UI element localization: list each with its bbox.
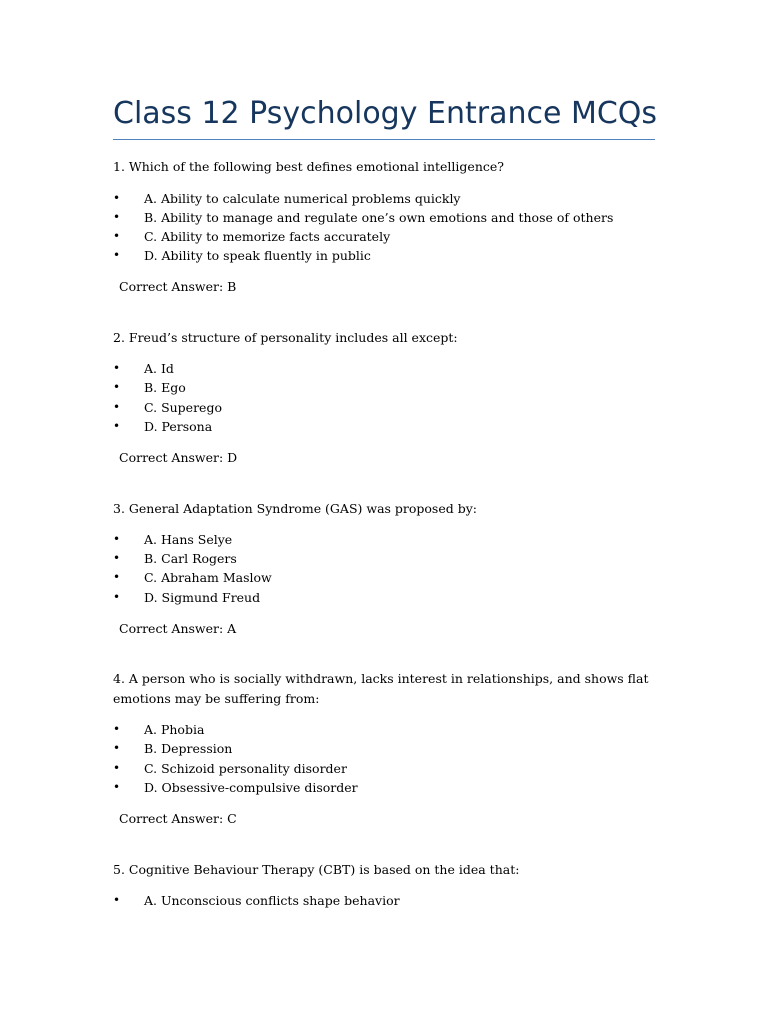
option-text: A. Ability to calculate numerical problems quickly — [144, 190, 461, 206]
bullet-icon: • — [113, 551, 121, 566]
option-item — [113, 568, 656, 587]
option-text: B. Ability to manage and regulate one’s own emotions and those of others — [144, 209, 614, 225]
option-text: D. Ability to speak fluently in public — [144, 248, 371, 264]
bullet-icon: • — [113, 779, 121, 794]
question-3 — [113, 499, 656, 639]
question-2 — [113, 328, 656, 468]
option-list — [113, 359, 656, 436]
bullet-icon: • — [113, 380, 121, 395]
question-5 — [113, 860, 656, 911]
option-item — [113, 417, 656, 436]
option-item — [113, 246, 656, 265]
option-item — [113, 759, 656, 778]
option-text: C. Ability to memorize facts accurately — [144, 228, 391, 244]
option-text: B. Carl Rogers — [144, 551, 237, 567]
option-list — [113, 891, 656, 910]
bullet-icon: • — [113, 722, 121, 737]
bullet-icon: • — [113, 228, 121, 243]
question-1 — [113, 157, 656, 297]
bullet-icon: • — [113, 532, 121, 546]
option-text: A. Hans Selye — [144, 532, 233, 547]
correct-answer: Correct Answer: C — [119, 811, 237, 826]
question-4 — [113, 669, 656, 828]
question-text: 1. Which of the following best defines emotional intelligence? — [113, 159, 504, 174]
bullet-icon: • — [113, 589, 121, 604]
bullet-icon: • — [113, 190, 121, 205]
option-item — [113, 227, 656, 246]
correct-answer: Correct Answer: A — [119, 620, 237, 636]
option-item — [113, 739, 656, 758]
option-item — [113, 398, 656, 417]
option-item — [113, 891, 656, 910]
option-item — [113, 530, 656, 549]
option-item — [113, 378, 656, 397]
option-item — [113, 208, 656, 227]
option-item — [113, 549, 656, 568]
question-list — [113, 157, 656, 910]
option-text: C. Schizoid personality disorder — [144, 760, 347, 776]
bullet-icon: • — [113, 418, 121, 433]
option-text: A. Id — [144, 361, 174, 377]
bullet-icon: • — [113, 248, 121, 263]
option-list — [113, 720, 656, 797]
question-text: 5. Cognitive Behaviour Therapy (CBT) is based on the idea that: — [113, 861, 520, 877]
option-item — [113, 359, 656, 378]
option-text: D. Sigmund Freud — [144, 589, 261, 605]
option-text: A. Phobia — [144, 722, 205, 738]
question-text: 3. General Adaptation Syndrome (GAS) was proposed by: — [113, 500, 477, 516]
option-item — [113, 189, 656, 208]
option-text: D. Obsessive-compulsive disorder — [144, 779, 358, 795]
bullet-icon: • — [113, 209, 121, 224]
bullet-icon: • — [113, 741, 121, 756]
option-text: C. Superego — [144, 399, 222, 415]
option-text: D. Persona — [144, 418, 213, 434]
question-text: 2. Freud’s structure of personality includes all except: — [113, 329, 458, 345]
title-divider — [113, 139, 655, 140]
option-list — [113, 530, 656, 607]
option-item — [113, 778, 656, 797]
bullet-icon: • — [113, 570, 121, 585]
bullet-icon: • — [113, 760, 121, 775]
correct-answer: Correct Answer: B — [119, 279, 237, 295]
option-item — [113, 588, 656, 607]
bullet-icon: • — [113, 399, 121, 414]
correct-answer: Correct Answer: D — [119, 450, 238, 465]
bullet-icon: • — [113, 361, 121, 376]
option-item — [113, 720, 656, 739]
question-text: 4. A person who is socially withdrawn, lacks interest in relationships, and shows flat emotions may be suffering from: — [113, 671, 649, 706]
option-text: B. Depression — [144, 741, 233, 757]
bullet-icon: • — [113, 893, 121, 907]
option-text: C. Abraham Maslow — [144, 570, 272, 586]
option-list — [113, 189, 656, 266]
page-title: Class 12 Psychology Entrance MCQs — [113, 96, 658, 131]
option-text: B. Ego — [144, 380, 186, 396]
option-text: A. Unconscious conflicts shape behavior — [144, 893, 400, 908]
